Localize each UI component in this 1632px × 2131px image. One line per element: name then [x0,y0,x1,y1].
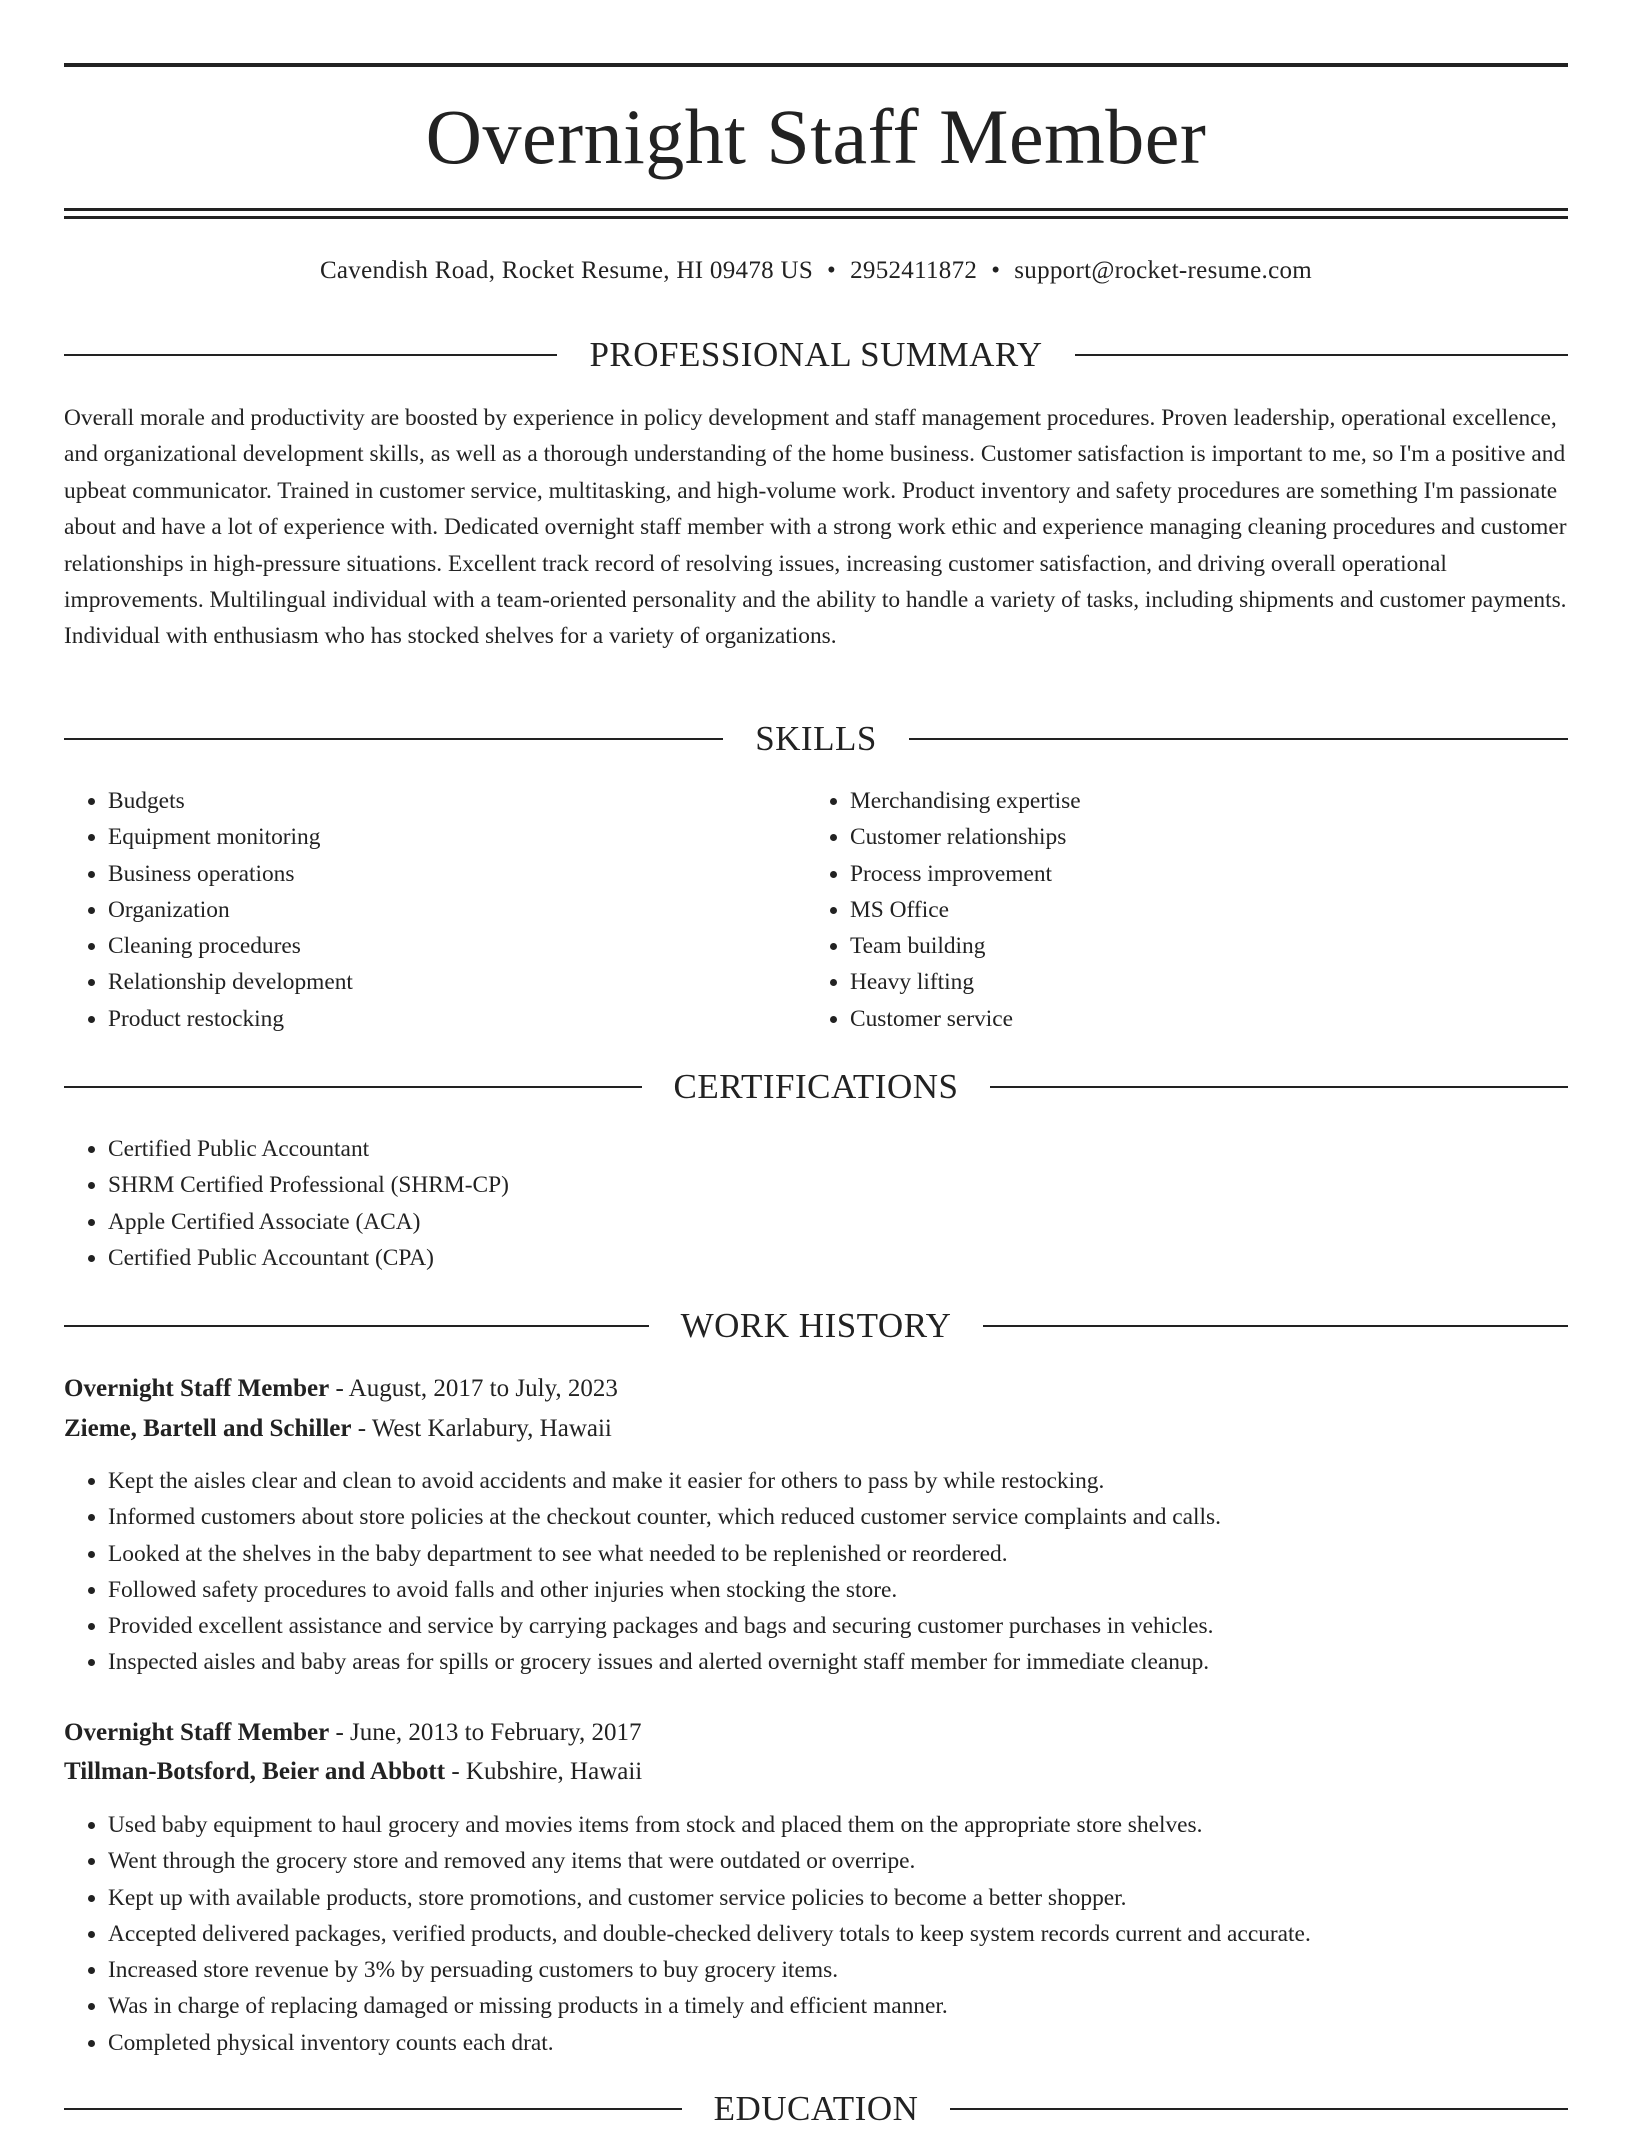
skill-item: • Equipment monitoring [108,819,764,855]
job-dates: - June, 2013 to February, 2017 [329,1719,642,1746]
job-duty-item: • Looked at the shelves in the baby department to see what needed to be replenished or reordered. [108,1536,1568,1572]
job-title: Overnight Staff Member [64,1719,330,1746]
job-dates: - August, 2017 to July, 2023 [329,1375,618,1402]
certifications-list [64,1131,1568,1276]
job-duty-item: • Was in charge of replacing damaged or missing products in a timely and efficient manner. [108,1988,1568,2024]
contact-separator: • [827,257,837,284]
certification-item: • Apple Certified Associate (ACA) [108,1204,1568,1240]
section-title-skills: SKILLS [755,719,877,758]
section-header-work [64,1304,1568,1348]
skill-item: • MS Office [850,892,1506,928]
skill-item: • Customer service [850,1001,1506,1037]
job-duties-list [64,1807,1568,2061]
section-rule [950,2108,1568,2110]
job-title: Overnight Staff Member [64,1375,330,1402]
section-header-certifications [64,1065,1568,1109]
job-duty-item: • Used baby equipment to haul grocery and movies items from stock and placed them on the appropriate store shelves. [108,1807,1568,1843]
skill-item: • Budgets [108,783,764,819]
job-company: Tillman-Botsford, Beier and Abbott [64,1758,446,1785]
skill-item: • Merchandising expertise [850,783,1506,819]
summary-paragraph: Overall morale and productivity are boosted by experience in policy development and staff management procedures. Proven leadership, operational excellence, and organizational development skills, as well as a thorough understanding of the home business. Customer satisfaction is important to me, so I'm a positive and upbeat communicator. Trained in customer service, multitasking, and high-volume work. Product inventory and safety procedures are something I'm passionate about and have a lot of experience with. Dedicated overnight staff member with a strong work ethic and experience managing cleaning procedures and customer relationships in high-pressure situations. Excellent track record of resolving issues, increasing customer satisfaction, and driving overall operational improvements. Multilingual individual with a team-oriented personality and the ability to handle a variety of tasks, including shipments and customer payments. Individual with enthusiasm who has stocked shelves for a variety of organizations. [64,405,1567,650]
job-title-line [64,1372,1568,1406]
job-duties-block [64,1463,1568,1681]
job-duty-item: • Kept up with available products, store promotions, and customer service policies to become a better shopper. [108,1880,1568,1916]
certification-item: • Certified Public Accountant (CPA) [108,1240,1568,1276]
job-duties-block [64,1807,1568,2061]
section-title-summary: PROFESSIONAL SUMMARY [589,335,1043,374]
certification-item: • Certified Public Accountant [108,1131,1568,1167]
section-header-education [64,2087,1568,2131]
job-duty-item: • Inspected aisles and baby areas for spills or grocery issues and alerted overnight staff member for immediate cleanup. [108,1644,1568,1680]
section-rule [983,1325,1568,1327]
job-duty-item: • Followed safety procedures to avoid falls and other injuries when stocking the store. [108,1572,1568,1608]
certification-item: • SHRM Certified Professional (SHRM-CP) [108,1167,1568,1203]
skill-item: • Product restocking [108,1001,764,1037]
section-title-education: EDUCATION [713,2089,919,2128]
contact-email: support@rocket-resume.com [1014,257,1313,284]
header-rule-upper [64,208,1568,211]
header-rule-lower [64,216,1568,219]
job-duties-list [64,1463,1568,1681]
section-rule [64,1086,642,1088]
section-rule [909,738,1568,740]
skill-item: • Customer relationships [850,819,1506,855]
contact-phone: 2952411872 [850,257,978,284]
skills-column-right [806,783,1506,1037]
section-title-work: WORK HISTORY [680,1306,952,1345]
job-duty-item: • Completed physical inventory counts each drat. [108,2025,1568,2061]
job-duty-item: • Informed customers about store policies at the checkout counter, which reduced customer service complaints and calls. [108,1499,1568,1535]
job-title-line [64,1716,1568,1750]
skills-list-right [806,783,1506,1037]
contact-separator: • [991,257,1001,284]
section-title-certifications: CERTIFICATIONS [673,1067,959,1106]
top-rule [64,63,1568,67]
job-company: Zieme, Bartell and Schiller [64,1415,352,1442]
candidate-name: Overnight Staff Member [425,93,1207,180]
skill-item: • Team building [850,928,1506,964]
certifications-block [64,1131,1568,1276]
skills-column-left [64,783,764,1037]
section-header-summary [64,333,1568,377]
skills-list-left [64,783,764,1037]
skill-item: • Cleaning procedures [108,928,764,964]
section-rule [64,738,723,740]
skill-item: • Relationship development [108,964,764,1000]
contact-line [64,254,1568,288]
job-duty-item: • Provided excellent assistance and service by carrying packages and bags and securing customer purchases in vehicles. [108,1608,1568,1644]
contact-address: Cavendish Road, Rocket Resume, HI 09478 US [319,257,814,284]
skill-item: • Heavy lifting [850,964,1506,1000]
section-rule [64,2108,682,2110]
section-rule [1075,354,1568,356]
job-duty-item: • Accepted delivered packages, verified products, and double-checked delivery totals to keep system records current and accurate. [108,1916,1568,1952]
job-location: - West Karlabury, Hawaii [351,1415,612,1442]
section-rule [64,1325,649,1327]
skill-item: • Process improvement [850,856,1506,892]
skill-item: • Business operations [108,856,764,892]
section-rule [990,1086,1568,1088]
job-location: - Kubshire, Hawaii [445,1758,643,1785]
job-company-line [64,1755,1568,1789]
job-duty-item: • Increased store revenue by 3% by persuading customers to buy grocery items. [108,1952,1568,1988]
section-header-skills [64,717,1568,761]
job-duty-item: • Went through the grocery store and removed any items that were outdated or overripe. [108,1843,1568,1879]
skill-item: • Organization [108,892,764,928]
section-rule [64,354,557,356]
job-company-line [64,1412,1568,1446]
job-duty-item: • Kept the aisles clear and clean to avoid accidents and make it easier for others to pass by while restocking. [108,1463,1568,1499]
